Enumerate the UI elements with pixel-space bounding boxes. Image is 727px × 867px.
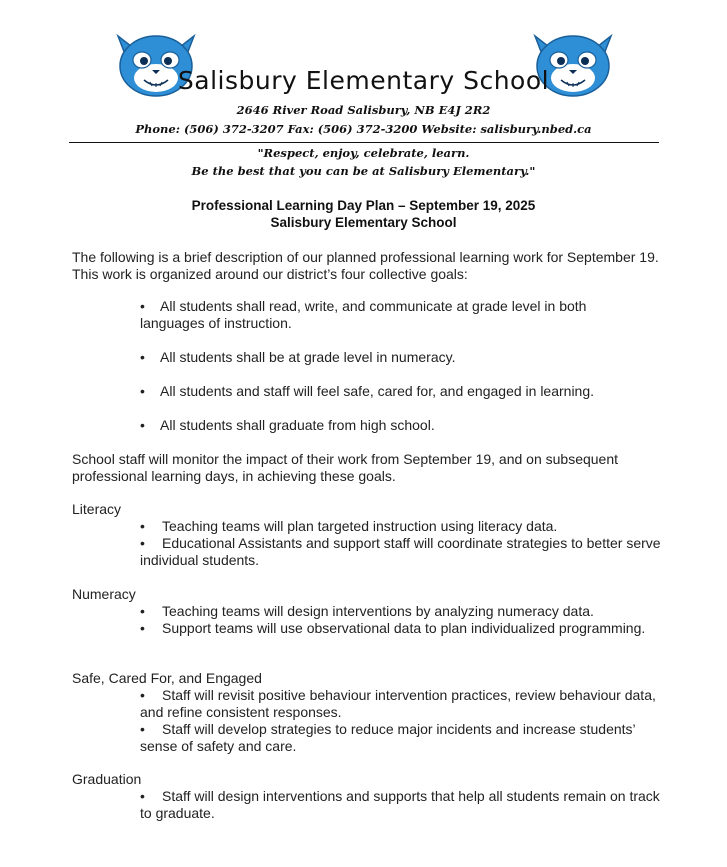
- bullet-icon: •: [140, 620, 145, 636]
- bullet-icon: •: [140, 687, 145, 703]
- school-motto-line2: Be the best that you can be at Salisbury Elementary.": [191, 164, 536, 178]
- school-contact: Phone: (506) 372-3207 Fax: (506) 372-3200 Website: salisbury.nbed.ca: [135, 122, 592, 136]
- district-goals-list: [140, 298, 650, 451]
- list-item: • Staff will revisit positive behaviour intervention practices, review behaviour data, and refine consistent responses.: [140, 687, 656, 720]
- list-item: • Staff will develop strategies to reduce major incidents and increase students’ sense of safety and care.: [140, 721, 636, 754]
- goal-item: • All students shall graduate from high school.: [140, 417, 435, 433]
- bullet-icon: •: [140, 383, 145, 399]
- section-heading-numeracy: Numeracy: [72, 586, 136, 602]
- school-address: 2646 River Road Salisbury, NB E4J 2R2: [236, 103, 491, 117]
- goal-item: • All students shall read, write, and communicate at grade level in both languages of instruction.: [140, 298, 587, 331]
- bullet-icon: •: [140, 518, 145, 534]
- document-title: Professional Learning Day Plan – September 19, 2025: [191, 198, 536, 213]
- list-item: • Support teams will use observational data to plan individualized programming.: [140, 620, 646, 636]
- bullet-icon: •: [140, 298, 145, 314]
- list-item: • Educational Assistants and support staff will coordinate strategies to better serve individual students.: [140, 535, 661, 568]
- list-item: • Teaching teams will plan targeted instruction using literacy data.: [140, 518, 558, 534]
- safe-list: [140, 687, 670, 755]
- graduation-list: [140, 788, 670, 822]
- bullet-icon: •: [140, 349, 145, 365]
- bullet-icon: •: [140, 788, 145, 804]
- school-motto-line1: "Respect, enjoy, celebrate, learn.: [257, 146, 470, 160]
- section-heading-literacy: Literacy: [72, 501, 122, 517]
- goal-item: • All students shall be at grade level in numeracy.: [140, 349, 456, 365]
- numeracy-list: [140, 603, 670, 637]
- section-heading-safe: Safe, Cared For, and Engaged: [72, 670, 262, 686]
- intro-paragraph: The following is a brief description of our planned professional learning work for September 19. This work is organized around our district’s four collective goals:: [72, 249, 659, 282]
- goal-item: • All students and staff will feel safe, cared for, and engaged in learning.: [140, 383, 595, 399]
- bullet-icon: •: [140, 417, 145, 433]
- list-item: • Teaching teams will design interventions by analyzing numeracy data.: [140, 603, 594, 619]
- list-item: • Staff will design interventions and supports that help all students remain on track to graduate.: [140, 788, 660, 821]
- bullet-icon: •: [140, 603, 145, 619]
- school-name: Salisbury Elementary School: [177, 66, 550, 95]
- letterhead-divider: [69, 142, 659, 143]
- section-heading-graduation: Graduation: [72, 771, 142, 787]
- document-subtitle: Salisbury Elementary School: [270, 215, 457, 230]
- monitor-paragraph: School staff will monitor the impact of their work from September 19, and on subsequent professional learning days, in achieving these goals.: [72, 451, 619, 484]
- bullet-icon: •: [140, 721, 145, 737]
- literacy-list: [140, 518, 670, 569]
- bullet-icon: •: [140, 535, 145, 551]
